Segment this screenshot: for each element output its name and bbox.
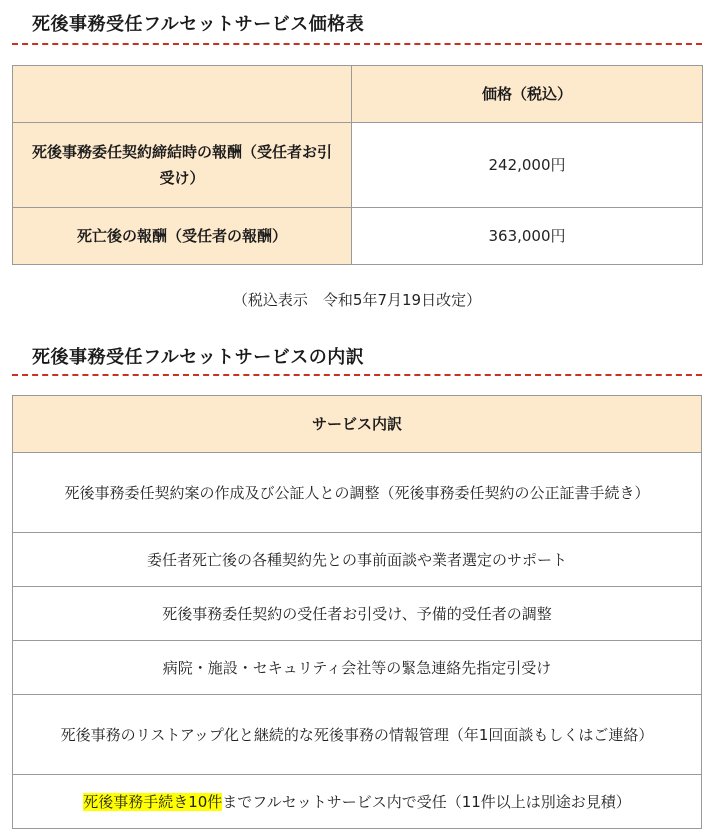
table-row (13, 695, 702, 775)
price-table-header-price: 価格（税込） (352, 66, 703, 123)
price-section-title: 死後事務受任フルセットサービス価格表 (32, 14, 365, 35)
breakdown-table (12, 395, 702, 829)
fee-value-after-death: 363,000円 (352, 208, 703, 265)
table-row (13, 533, 702, 587)
table-row (13, 587, 702, 641)
title-divider (12, 43, 702, 45)
breakdown-table-header: サービス内訳 (13, 396, 702, 453)
service-item-text: までフルセットサービス内で受任（11件以上は別途お見積） (222, 792, 631, 811)
service-item (13, 775, 702, 829)
highlighted-text: 死後事務手続き10件 (83, 792, 223, 811)
price-table-header-blank (13, 66, 352, 123)
service-item: 病院・施設・セキュリティ会社等の緊急連絡先指定引受け (13, 641, 702, 695)
service-item: 委任者死亡後の各種契約先との事前面談や業者選定のサポート (13, 533, 702, 587)
price-table (12, 65, 703, 265)
title-divider (12, 374, 702, 376)
fee-label-contract: 死後事務委任契約締結時の報酬（受任者お引受け） (13, 123, 352, 208)
service-item: 死後事務委任契約案の作成及び公証人との調整（死後事務委任契約の公正証書手続き） (13, 453, 702, 533)
table-row (13, 453, 702, 533)
service-item: 死後事務のリストアップ化と継続的な死後事務の情報管理（年1回面談もしくはご連絡） (13, 695, 702, 775)
table-row (13, 641, 702, 695)
fee-value-contract: 242,000円 (352, 123, 703, 208)
table-row (13, 208, 703, 265)
tax-note: （税込表示 令和5年7月19日改定） (232, 291, 482, 309)
table-row (13, 775, 702, 829)
fee-label-after-death: 死亡後の報酬（受任者の報酬） (13, 208, 352, 265)
table-row (13, 123, 703, 208)
service-item: 死後事務委任契約の受任者お引受け、予備的受任者の調整 (13, 587, 702, 641)
breakdown-section-title: 死後事務受任フルセットサービスの内訳 (32, 347, 365, 368)
